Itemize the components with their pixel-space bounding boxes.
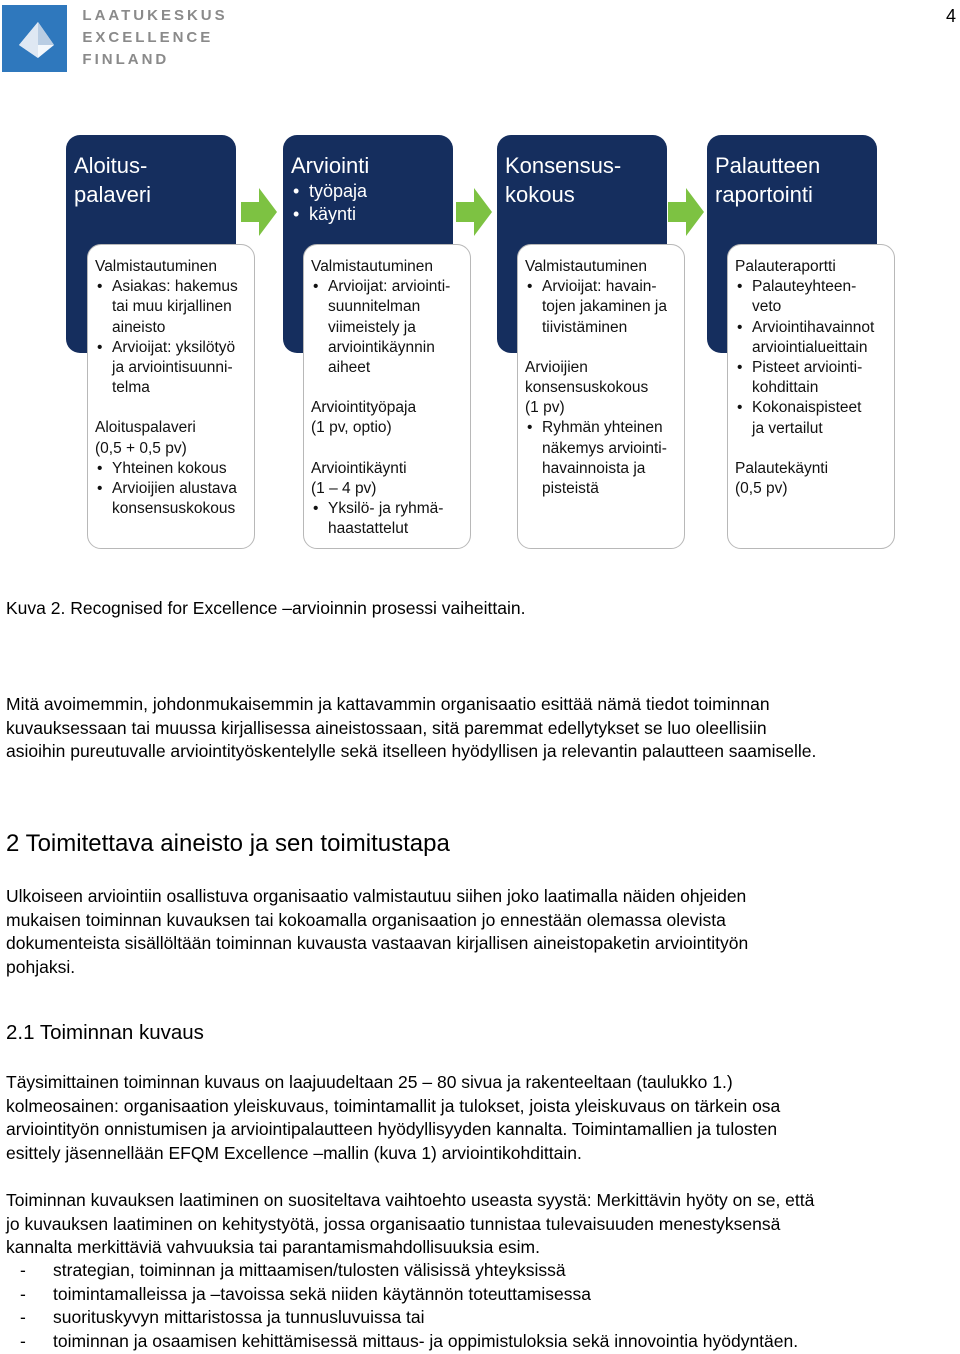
intro-paragraph: Mitä avoimemmin, johdonmukaisemmin ja kattavammin organisaatio esittää nämä tiedot toiminnan kuvauksessaan tai muussa kirjallisessa aineistossaan, sitä paremmat edellytykset se luo oleellisiin asioihin pureutuvalle arviointityöskentelylle sekä itselleen hyödyllisen ja relevantin palautteen saamiselle. xyxy=(6,694,817,762)
page-number: 4 xyxy=(945,6,956,26)
phase-group-item: • Yhteinen kokous xyxy=(95,459,248,479)
phase-detail-box xyxy=(87,244,255,549)
phase-group-item: • Arvioijat: havain- tojen jakaminen ja tiivistäminen xyxy=(525,277,678,338)
phase-title-text: Palautteen raportointi xyxy=(715,153,821,207)
phase-group xyxy=(95,418,248,519)
section-2-1-heading: 2.1 Toiminnan kuvaus xyxy=(6,1021,204,1044)
phase-group-title: Arvioijien konsensuskokous (1 pv) xyxy=(525,358,649,417)
arrow-right-icon xyxy=(241,188,277,236)
list-item: - toimintamalleissa ja –tavoissa sekä niiden käytännön toteuttamisessa xyxy=(6,1283,798,1307)
phase-group-title: Valmistautuminen xyxy=(95,258,218,275)
phase-group-item: • Arviointihavainnot arviointialueittain xyxy=(735,318,888,358)
phase-group xyxy=(95,257,248,398)
phase-group-title: Aloituspalaveri (0,5 + 0,5 pv) xyxy=(95,419,196,457)
list-item: - strategian, toiminnan ja mittaamisen/tulosten välisissä yhteyksissä xyxy=(6,1259,798,1283)
phase-title xyxy=(74,151,230,209)
phase-title xyxy=(291,151,447,226)
phase-group-item: • Asiakas: hakemus tai muu kirjallinen aineisto xyxy=(95,277,248,338)
arrow-right-icon xyxy=(456,188,492,236)
phase-title-bullet: • työpaja xyxy=(291,180,447,203)
phase-group-item: • Pisteet arviointi- kohdittain xyxy=(735,358,888,398)
phase-detail-box xyxy=(517,244,685,549)
phase-group xyxy=(735,257,888,439)
phase-group-title: Palautekäynti (0,5 pv) xyxy=(735,459,829,498)
phase-group-item: • Ryhmän yhteinen näkemys arviointi- havainnoista ja pisteistä xyxy=(525,418,678,499)
section-2-paragraph: Ulkoiseen arviointiin osallistuva organisaatio valmistautuu siihen joko laatimalla näiden ohjeiden mukaisen toiminnan kuvauksen tai kokoamalla organisaation jo ennestään olemassa olevista dokumenteista sisällöltään toiminnan kuvausta vastaavan kirjallisen aineistopaketin arviointityön pohjaksi. xyxy=(6,886,749,977)
phase-group-item: • Arvioijat: yksilötyö ja arviointisuunni- telma xyxy=(95,338,248,399)
phase-group xyxy=(311,398,464,438)
phase-title xyxy=(505,151,661,209)
arrow-right-icon xyxy=(668,188,704,236)
phase-group-item: • Palauteyhteen- veto xyxy=(735,277,888,317)
phase-group-item: • Arvioijat: arviointi- suunnitelman viimeistely ja arviointikäynnin aiheet xyxy=(311,277,464,378)
phase-group xyxy=(311,459,464,540)
logo-line-1: LAATUKESKUS xyxy=(82,7,228,24)
phase-group xyxy=(525,358,678,499)
process-diagram xyxy=(0,0,960,570)
phase-title-bullet: • käynti xyxy=(291,203,447,226)
phase-detail-box xyxy=(303,244,471,549)
phase-group-title: Valmistautuminen xyxy=(311,258,434,275)
phase-group-title: Arviointityöpaja (1 pv, optio) xyxy=(311,399,417,437)
phase-group xyxy=(311,257,464,378)
figure-caption: Kuva 2. Recognised for Excellence –arvioinnin prosessi vaiheittain. xyxy=(6,598,526,618)
phase-group-title: Arviointikäynti (1 – 4 pv) xyxy=(311,459,407,497)
phase-group-item: • Kokonaispisteet ja vertailut xyxy=(735,398,888,438)
phase-group xyxy=(735,459,888,499)
phase-title-text: Aloitus- palaveri xyxy=(74,153,152,207)
phase-group-item: • Yksilö- ja ryhmä- haastattelut xyxy=(311,499,464,539)
list-item: - toiminnan ja osaamisen kehittämisessä mittaus- ja oppimistuloksia sekä innovointia hyödyntäen. xyxy=(6,1330,798,1354)
benefit-list xyxy=(6,1259,798,1353)
phase-title-text: Konsensus- kokous xyxy=(505,153,622,207)
section-2-1-paragraph-2: Toiminnan kuvauksen laatiminen on suositeltava vaihtoehto useasta syystä: Merkittävin hyöty on se, että jo kuvauksen laatiminen on kehitystyötä, jossa organisaatio tunnistaa tulevaisuuden menestyksensä kannalta merkittäviä vahvuuksia tai parantamismahdollisuuksia esim. xyxy=(6,1190,815,1258)
list-item: - suorituskyvyn mittaristossa ja tunnusluvuissa tai xyxy=(6,1306,798,1330)
phase-title-text: Arviointi xyxy=(291,153,370,178)
phase-group-title: Valmistautuminen xyxy=(525,258,648,275)
phase-group-item: • Arvioijien alustava konsensuskokous xyxy=(95,479,248,519)
section-2-1-paragraph-1: Täysimittainen toiminnan kuvaus on laajuudeltaan 25 – 80 sivua ja rakenteeltaan (taulukko 1.) kolmeosainen: organisaation yleiskuvaus, toimintamallit ja tulokset, joista yleiskuvaus on tärkein osa arviointityön onnistumisen ja arviointipalautteen hyödyllisyyden kannalta. Toimintamallien ja tulosten esittely jäsennellään EFQM Excellence –mallin (kuva 1) arviointikohdittain. xyxy=(6,1072,781,1163)
section-2-heading: 2 Toimitettava aineisto ja sen toimitustapa xyxy=(6,830,450,857)
logo-line-2: EXCELLENCE FINLAND xyxy=(82,29,214,68)
phase-title xyxy=(715,151,871,209)
phase-group xyxy=(525,257,678,338)
phase-detail-box xyxy=(727,244,895,549)
phase-group-title: Palauteraportti xyxy=(735,258,836,275)
